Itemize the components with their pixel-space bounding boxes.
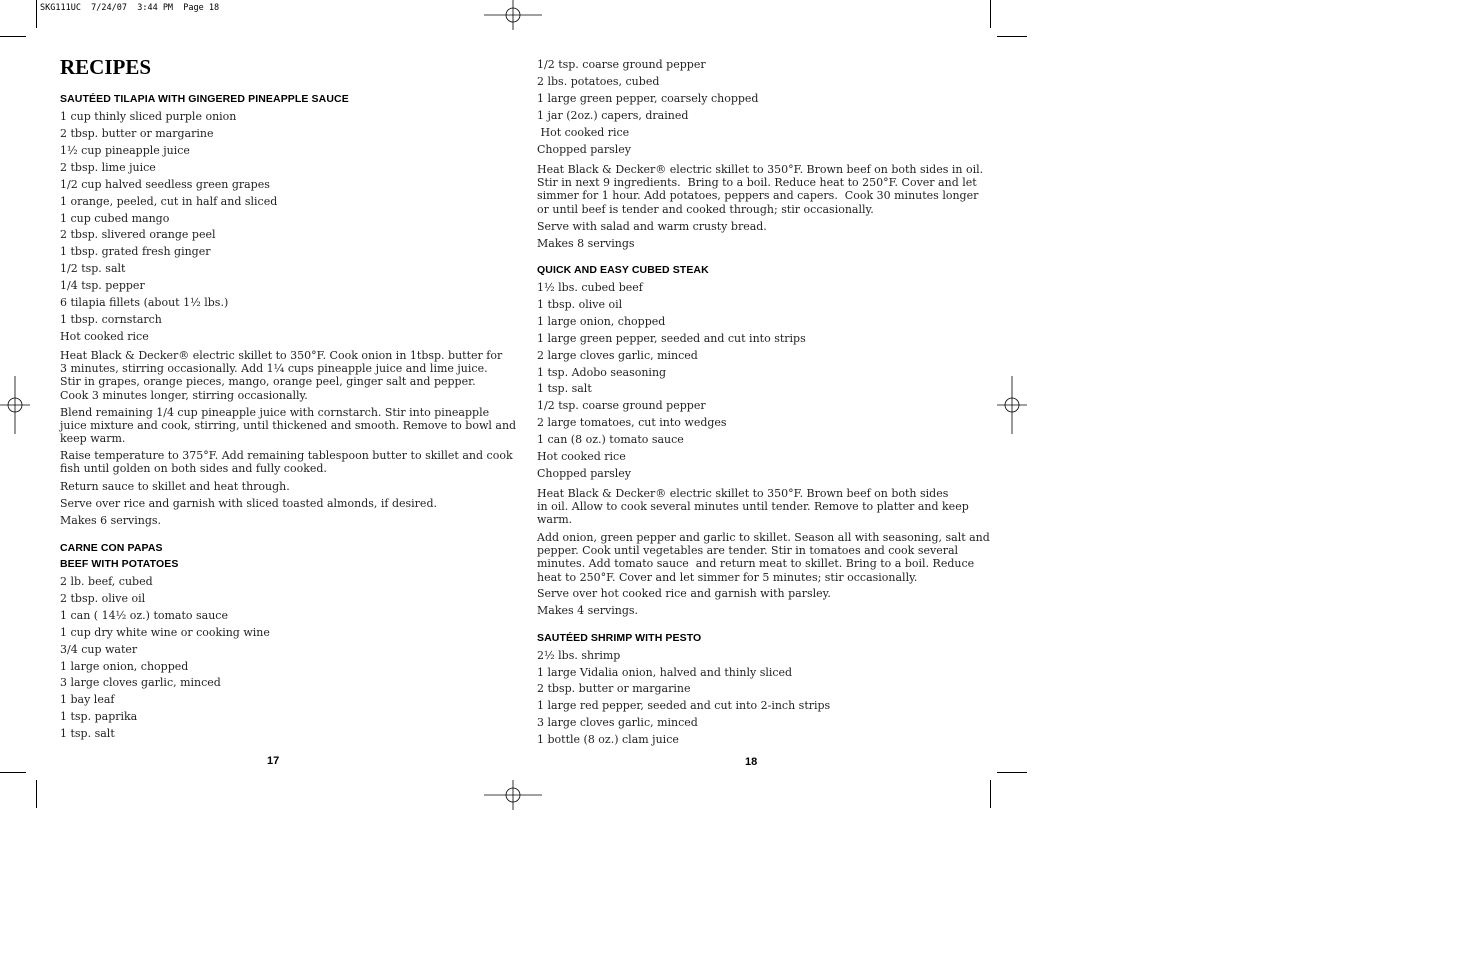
ingredient: 2 lb. beef, cubed xyxy=(60,575,153,588)
instruction-paragraph: Heat Black & Decker® electric skillet to 350°F. Cook onion in 1tbsp. butter for 3 minutes, stirring occasionally. Add 1¼ cups pineapple juice and lime juice. Stir in grapes, orange pieces, mango, orange peel, ginger salt and pepper. Cook 3 minutes longer, stirring occasionally. xyxy=(60,349,503,402)
crop-mark-bl-h xyxy=(0,772,26,773)
ingredient: 2 lbs. potatoes, cubed xyxy=(537,75,660,88)
ingredient: 1 large onion, chopped xyxy=(60,660,189,673)
ingredient: 1 orange, peeled, cut in half and sliced xyxy=(60,195,278,208)
recipe-heading-tilapia: SAUTÉED TILAPIA WITH GINGERED PINEAPPLE SAUCE xyxy=(60,93,349,105)
ingredient: 3 large cloves garlic, minced xyxy=(537,716,698,729)
registration-mark-right-icon xyxy=(997,376,1055,434)
ingredient: 2 tbsp. butter or margarine xyxy=(537,682,691,695)
registration-mark-left-icon xyxy=(0,376,58,434)
ingredient: Chopped parsley xyxy=(537,143,631,156)
recipe-subheading-beef-with-potatoes: BEEF WITH POTATOES xyxy=(60,558,179,570)
ingredient: 1/2 tsp. salt xyxy=(60,262,126,275)
ingredient: 1 bottle (8 oz.) clam juice xyxy=(537,733,679,746)
ingredient: 1 can (8 oz.) tomato sauce xyxy=(537,433,684,446)
ingredient: 6 tilapia fillets (about 1½ lbs.) xyxy=(60,296,229,309)
ingredient: Hot cooked rice xyxy=(537,126,630,139)
page-number-left: 17 xyxy=(267,755,280,767)
instruction-paragraph: Raise temperature to 375°F. Add remaining tablespoon butter to skillet and cook fish until golden on both sides and fully cooked. xyxy=(60,449,513,476)
ingredient: 1 bay leaf xyxy=(60,693,115,706)
ingredient: 2 tbsp. slivered orange peel xyxy=(60,228,216,241)
ingredient: 1 tsp. salt xyxy=(537,382,592,395)
instruction-line: Return sauce to skillet and heat through. xyxy=(60,480,290,493)
ingredient: 2 large tomatoes, cut into wedges xyxy=(537,416,727,429)
recipe-heading-cubed-steak: QUICK AND EASY CUBED STEAK xyxy=(537,264,709,276)
ingredient: Hot cooked rice xyxy=(60,330,149,343)
registration-mark-bottom-icon xyxy=(484,780,542,838)
instruction-paragraph: Add onion, green pepper and garlic to skillet. Season all with seasoning, salt and pepper. Cook until vegetables are tender. Stir in tomatoes and cook several minutes. Add tomato sauce and return meat to skillet. Bring to a boil. Reduce heat to 250°F. Cover and let simmer for 5 minutes; stir occasionally. xyxy=(537,531,990,584)
crop-mark-tl-v xyxy=(36,0,37,28)
ingredient: 1/2 tsp. coarse ground pepper xyxy=(537,399,706,412)
recipe-heading-shrimp-pesto: SAUTÉED SHRIMP WITH PESTO xyxy=(537,632,702,644)
ingredient: 1 large red pepper, seeded and cut into 2-inch strips xyxy=(537,699,831,712)
instruction-line: Serve over rice and garnish with sliced toasted almonds, if desired. xyxy=(60,497,437,510)
ingredient: Chopped parsley xyxy=(537,467,631,480)
crop-mark-tl-h xyxy=(0,36,26,37)
ingredient: 2 tbsp. lime juice xyxy=(60,161,156,174)
ingredient: Hot cooked rice xyxy=(537,450,626,463)
ingredient: 1½ lbs. cubed beef xyxy=(537,281,643,294)
instruction-line: Serve with salad and warm crusty bread. xyxy=(537,220,767,233)
instruction-line: Makes 4 servings. xyxy=(537,604,639,617)
ingredient: 1 can ( 14½ oz.) tomato sauce xyxy=(60,609,228,622)
ingredient: 1 tsp. Adobo seasoning xyxy=(537,366,667,379)
crop-mark-br-h xyxy=(997,772,1027,773)
ingredient: 1 large onion, chopped xyxy=(537,315,666,328)
ingredient: 1 tsp. salt xyxy=(60,727,115,740)
ingredient: 1 cup thinly sliced purple onion xyxy=(60,110,237,123)
ingredient: 1/4 tsp. pepper xyxy=(60,279,145,292)
crop-mark-tr-h xyxy=(997,36,1027,37)
instruction-paragraph: Heat Black & Decker® electric skillet to 350°F. Brown beef on both sides in oil. Allow to cook several minutes until tender. Remove to platter and keep warm. xyxy=(537,487,969,527)
ingredient: 2½ lbs. shrimp xyxy=(537,649,621,662)
recipe-heading-carne-con-papas: CARNE CON PAPAS xyxy=(60,542,163,554)
ingredient: 1 cup cubed mango xyxy=(60,212,170,225)
crop-mark-br-v xyxy=(990,780,991,808)
ingredient: 1 tbsp. cornstarch xyxy=(60,313,162,326)
ingredient: 1/2 cup halved seedless green grapes xyxy=(60,178,270,191)
ingredient: 2 large cloves garlic, minced xyxy=(537,349,698,362)
ingredient: 1 cup dry white wine or cooking wine xyxy=(60,626,270,639)
ingredient: 3 large cloves garlic, minced xyxy=(60,676,221,689)
instruction-paragraph: Heat Black & Decker® electric skillet to 350°F. Brown beef on both sides in oil. Stir in next 9 ingredients. Bring to a boil. Reduce heat to 250°F. Cover and let simmer for 1 hour. Add potatoes, peppers and capers. Cook 30 minutes longer or until beef is tender and cooked through; stir occasionally. xyxy=(537,163,984,216)
ingredient: 1/2 tsp. coarse ground pepper xyxy=(537,58,706,71)
ingredient: 2 tbsp. butter or margarine xyxy=(60,127,214,140)
ingredient: 1 large Vidalia onion, halved and thinly sliced xyxy=(537,666,793,679)
instruction-line: Makes 8 servings xyxy=(537,237,635,250)
instruction-paragraph: Blend remaining 1/4 cup pineapple juice with cornstarch. Stir into pineapple juice mixture and cook, stirring, until thickened and smooth. Remove to bowl and keep warm. xyxy=(60,406,517,446)
registration-mark-top-icon xyxy=(484,0,542,58)
ingredient: 1 large green pepper, seeded and cut into strips xyxy=(537,332,806,345)
ingredient: 1½ cup pineapple juice xyxy=(60,144,190,157)
instruction-line: Makes 6 servings. xyxy=(60,514,162,527)
instruction-line: Serve over hot cooked rice and garnish with parsley. xyxy=(537,587,831,600)
ingredient: 2 tbsp. olive oil xyxy=(60,592,146,605)
print-slug: SKG111UC 7/24/07 3:44 PM Page 18 xyxy=(40,3,220,13)
crop-mark-tr-v xyxy=(990,0,991,28)
ingredient: 1 tbsp. grated fresh ginger xyxy=(60,245,211,258)
ingredient: 1 large green pepper, coarsely chopped xyxy=(537,92,759,105)
ingredient: 1 tsp. paprika xyxy=(60,710,138,723)
ingredient: 1 jar (2oz.) capers, drained xyxy=(537,109,689,122)
ingredient: 1 tbsp. olive oil xyxy=(537,298,623,311)
crop-mark-bl-v xyxy=(36,780,37,808)
page-title: RECIPES xyxy=(60,55,152,79)
page-number-right: 18 xyxy=(745,756,758,768)
ingredient: 3/4 cup water xyxy=(60,643,138,656)
